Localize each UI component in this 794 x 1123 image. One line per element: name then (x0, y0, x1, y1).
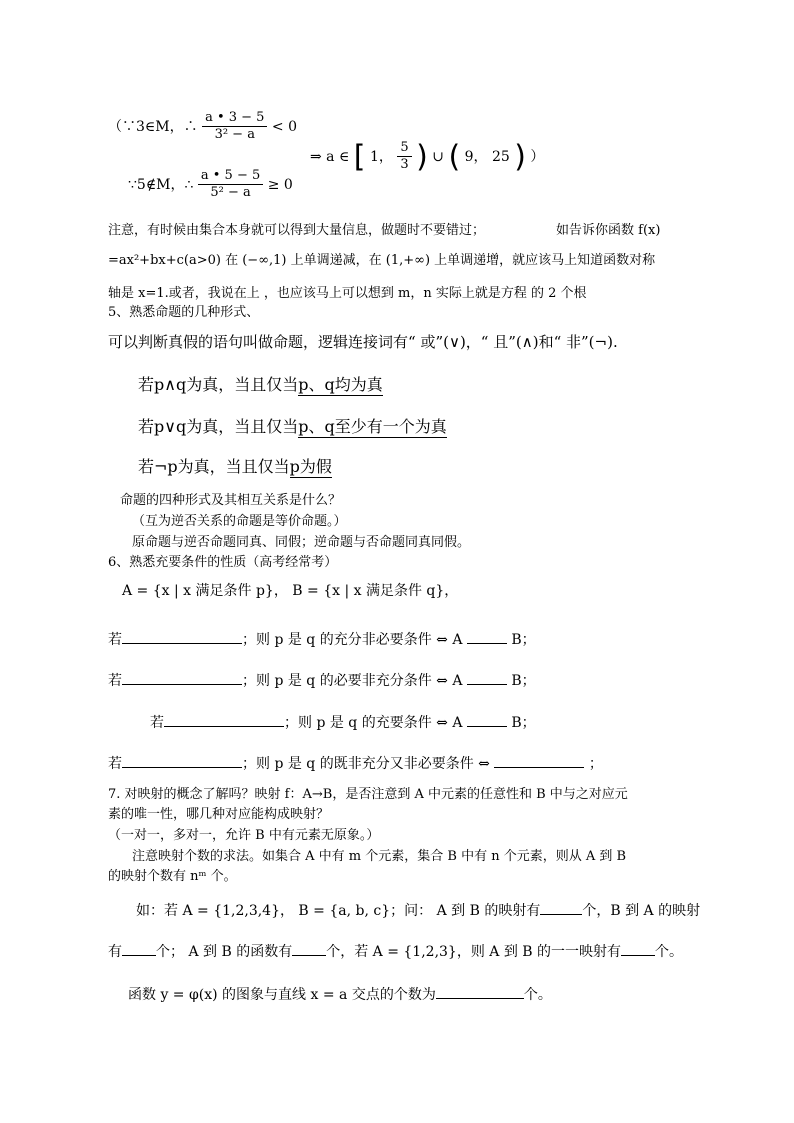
section7-heading-2: 素的唯一性，哪几种对应能构成映射？ (108, 807, 330, 822)
fraction-3: $\frac{5}{3}$ (397, 140, 411, 174)
answer-blank[interactable] (122, 753, 242, 768)
condition-necessary-sufficient: 若 ；则 p 是 q 的充要条件 ⇔ A B； (150, 712, 536, 731)
mapping-count-1: 注意映射个数的求法。如集合 A 中有 m 个元素，集合 B 中有 n 个元素，则从 A 到 B (132, 849, 627, 864)
answer-blank[interactable] (122, 941, 156, 956)
function-intersection-question: 函数 y = φ(x) 的图象与直线 x = a 交点的个数为 个。 (128, 984, 552, 1003)
note-line-1-right: 如告诉你函数 f(x) (556, 223, 661, 238)
rule-and: 若p∧q为真，当且仅当p、q均为真 (138, 375, 383, 394)
four-forms-rule: 原命题与逆否命题同真、同假；逆命题与否命题同真同假。 (132, 535, 471, 550)
answer-blank[interactable] (467, 712, 507, 727)
answer-blank[interactable] (621, 941, 655, 956)
answer-blank[interactable] (292, 941, 326, 956)
section7-note: （一对一，多对一，允许 B 中有元素无原象。） (108, 828, 380, 843)
mapping-count-2: 的映射个数有 nᵐ 个。 (108, 869, 237, 884)
answer-blank[interactable] (164, 712, 284, 727)
note-line-1: 注意，有时候由集合本身就可以得到大量信息，做题时不要错过； (108, 223, 486, 238)
section5-heading: 5、熟悉命题的几种形式、 (108, 305, 260, 320)
answer-blank[interactable] (122, 629, 242, 644)
condition-necessary: 若 ；则 p 是 q 的必要非充分条件 ⇔ A B； (108, 670, 536, 689)
set-definition: A = {x | x 满足条件 p}， B = {x | x 满足条件 q}， (122, 583, 459, 599)
math-line-2: ∵5∉M，∴ $\frac{a • 5 - 5}{\text{5² − a}}$ ≥ 0 (128, 168, 293, 201)
section7-heading-1: 7. 对映射的概念了解吗？映射 f：A→B，是否注意到 A 中元素的任意性和 B 中与之对应元 (108, 787, 628, 802)
answer-blank[interactable] (494, 753, 584, 768)
example-line-1: 如：若 A = {1,2,3,4}， B = {a, b, c}；问： A 到 B 的映射有 个，B 到 A 的映射 (136, 900, 700, 919)
condition-sufficient: 若 ；则 p 是 q 的充分非必要条件 ⇔ A B； (108, 629, 536, 648)
math-result: ⇒ a ∈ [ 1， $\frac{5}{3}$ ) ∪ ( 9， 25 ) ） (310, 139, 545, 175)
math-line-1: （∵3∈M，∴ $\frac{a • 3 - 5}{\text{3² − a}}$ < 0 (108, 110, 297, 143)
answer-blank[interactable] (540, 900, 582, 915)
four-forms-note: （互为逆否关系的命题是等价命题。） (132, 514, 347, 529)
rule-not: 若¬p为真，当且仅当p为假 (138, 457, 332, 476)
answer-blank[interactable] (122, 670, 242, 685)
example-line-2: 有 个； A 到 B 的函数有 个，若 A = {1,2,3}，则 A 到 B 的一一映射有 个。 (108, 941, 683, 960)
condition-neither: 若 ；则 p 是 q 的既非充分又非必要条件 ⇔ ； (108, 753, 603, 772)
four-forms-question: 命题的四种形式及其相互关系是什么？ (120, 493, 342, 508)
note-line-3: 轴是 x=1.或者，我说在上 ，也应该马上可以想到 m，n 实际上就是方程 的 2 个根 (108, 286, 587, 301)
section5-intro: 可以判断真假的语句叫做命题，逻辑连接词有“ 或”(∨)，“ 且”(∧)和“ 非”(¬). (108, 333, 618, 351)
fraction-1: $\frac{a • 3 - 5}{\text{3² − a}}$ (202, 110, 267, 144)
answer-blank[interactable] (436, 984, 524, 999)
section6-heading: 6、熟悉充要条件的性质（高考经常考） (108, 555, 338, 570)
answer-blank[interactable] (467, 670, 507, 685)
rule-or: 若p∨q为真，当且仅当p、q至少有一个为真 (138, 417, 447, 436)
note-line-2: =ax²+bx+c(a>0) 在 (−∞,1) 上单调递减，在 (1,+∞) 上单调递增，就应该马上知道函数对称 (108, 253, 656, 268)
answer-blank[interactable] (467, 629, 507, 644)
fraction-2: $\frac{a • 5 - 5}{\text{5² − a}}$ (198, 168, 263, 202)
